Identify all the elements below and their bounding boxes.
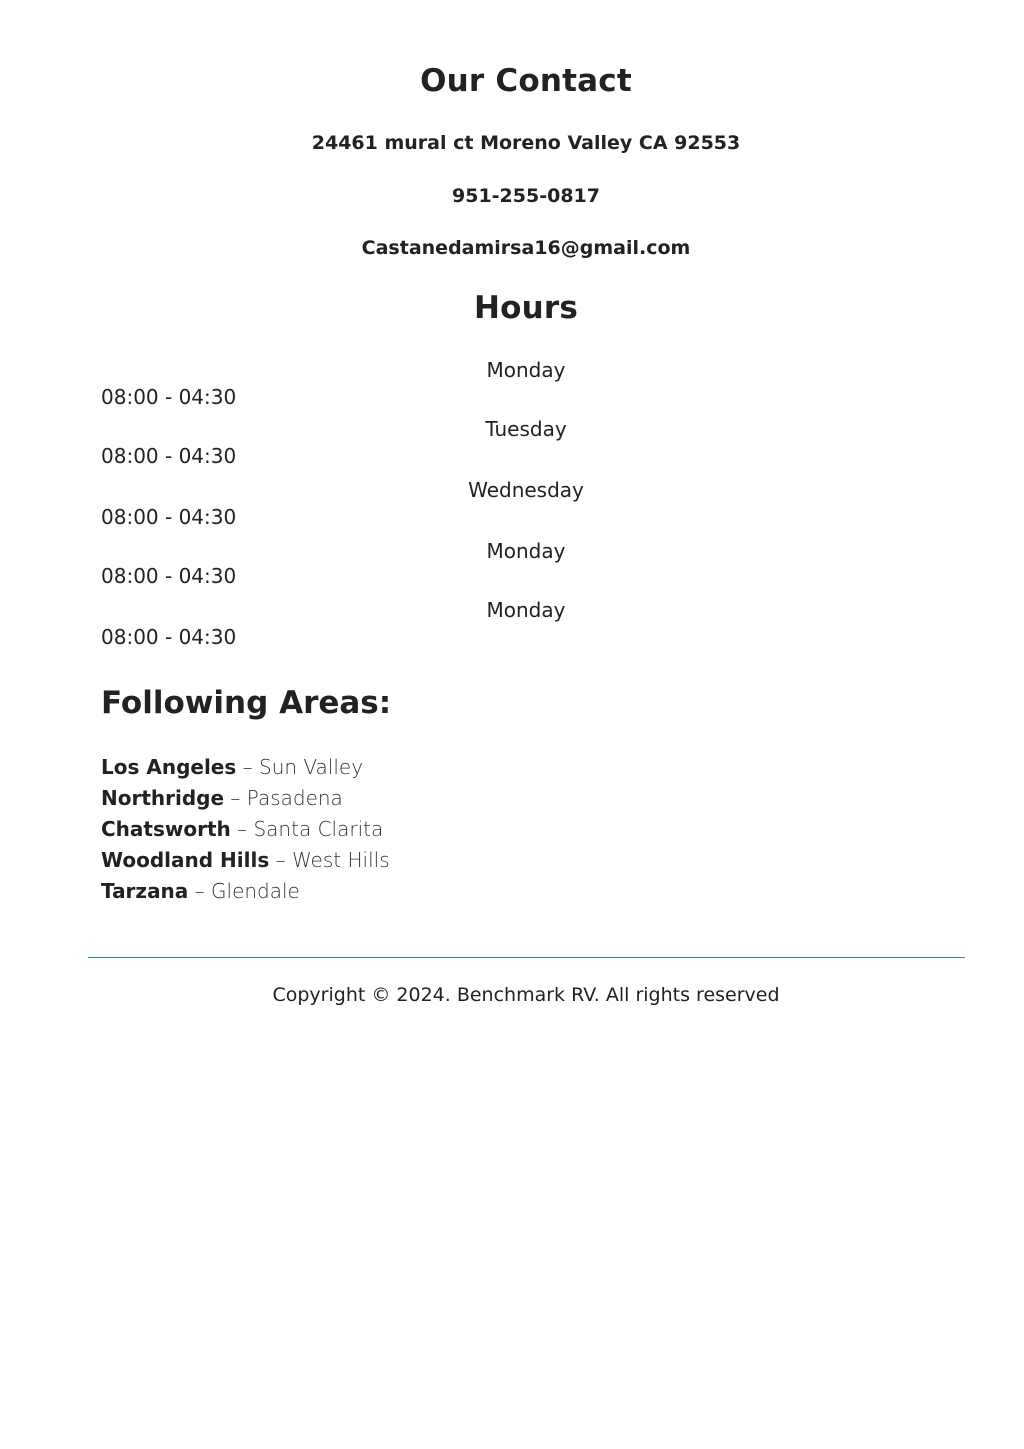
area-separator: –: [230, 786, 241, 810]
area-separator: –: [237, 817, 248, 841]
contact-email[interactable]: Castanedamirsa16@gmail.com: [361, 237, 691, 259]
footer-divider: [88, 957, 965, 958]
contact-address: 24461 mural ct Moreno Valley CA 92553: [311, 132, 741, 154]
area-main: Tarzana: [101, 879, 189, 903]
hours-time: 08:00 - 04:30: [101, 564, 237, 588]
area-sub: Pasadena: [246, 786, 343, 810]
contact-phone[interactable]: 951-255-0817: [452, 185, 600, 207]
hours-time: 08:00 - 04:30: [101, 444, 237, 468]
hours-time: 08:00 - 04:30: [101, 505, 237, 529]
area-main: Los Angeles: [101, 755, 237, 779]
areas-title: Following Areas:: [101, 685, 392, 721]
hours-day: Tuesday: [485, 417, 567, 441]
area-main: Chatsworth: [101, 817, 231, 841]
hours-title: Hours: [473, 290, 579, 326]
area-sub: Sun Valley: [259, 755, 364, 779]
area-item: [101, 878, 390, 909]
hours-day: Monday: [486, 358, 566, 382]
footer-copyright: Copyright © 2024. Benchmark RV. All rights reserved: [272, 984, 780, 1006]
area-separator: –: [275, 848, 286, 872]
area-sub: West Hills: [291, 848, 390, 872]
area-separator: –: [242, 755, 253, 779]
area-main: Woodland Hills: [101, 848, 270, 872]
area-sub: Glendale: [211, 879, 300, 903]
area-item: [101, 785, 390, 816]
area-separator: –: [194, 879, 205, 903]
hours-day: Wednesday: [468, 478, 584, 502]
hours-time: 08:00 - 04:30: [101, 385, 237, 409]
area-item: [101, 754, 390, 785]
hours-time: 08:00 - 04:30: [101, 625, 237, 649]
area-item: [101, 847, 390, 878]
contact-title: Our Contact: [420, 63, 632, 99]
hours-day: Monday: [486, 539, 566, 563]
area-item: [101, 816, 390, 847]
area-main: Northridge: [101, 786, 225, 810]
hours-day: Monday: [486, 598, 566, 622]
areas-list: [101, 754, 390, 909]
area-sub: Santa Clarita: [253, 817, 384, 841]
